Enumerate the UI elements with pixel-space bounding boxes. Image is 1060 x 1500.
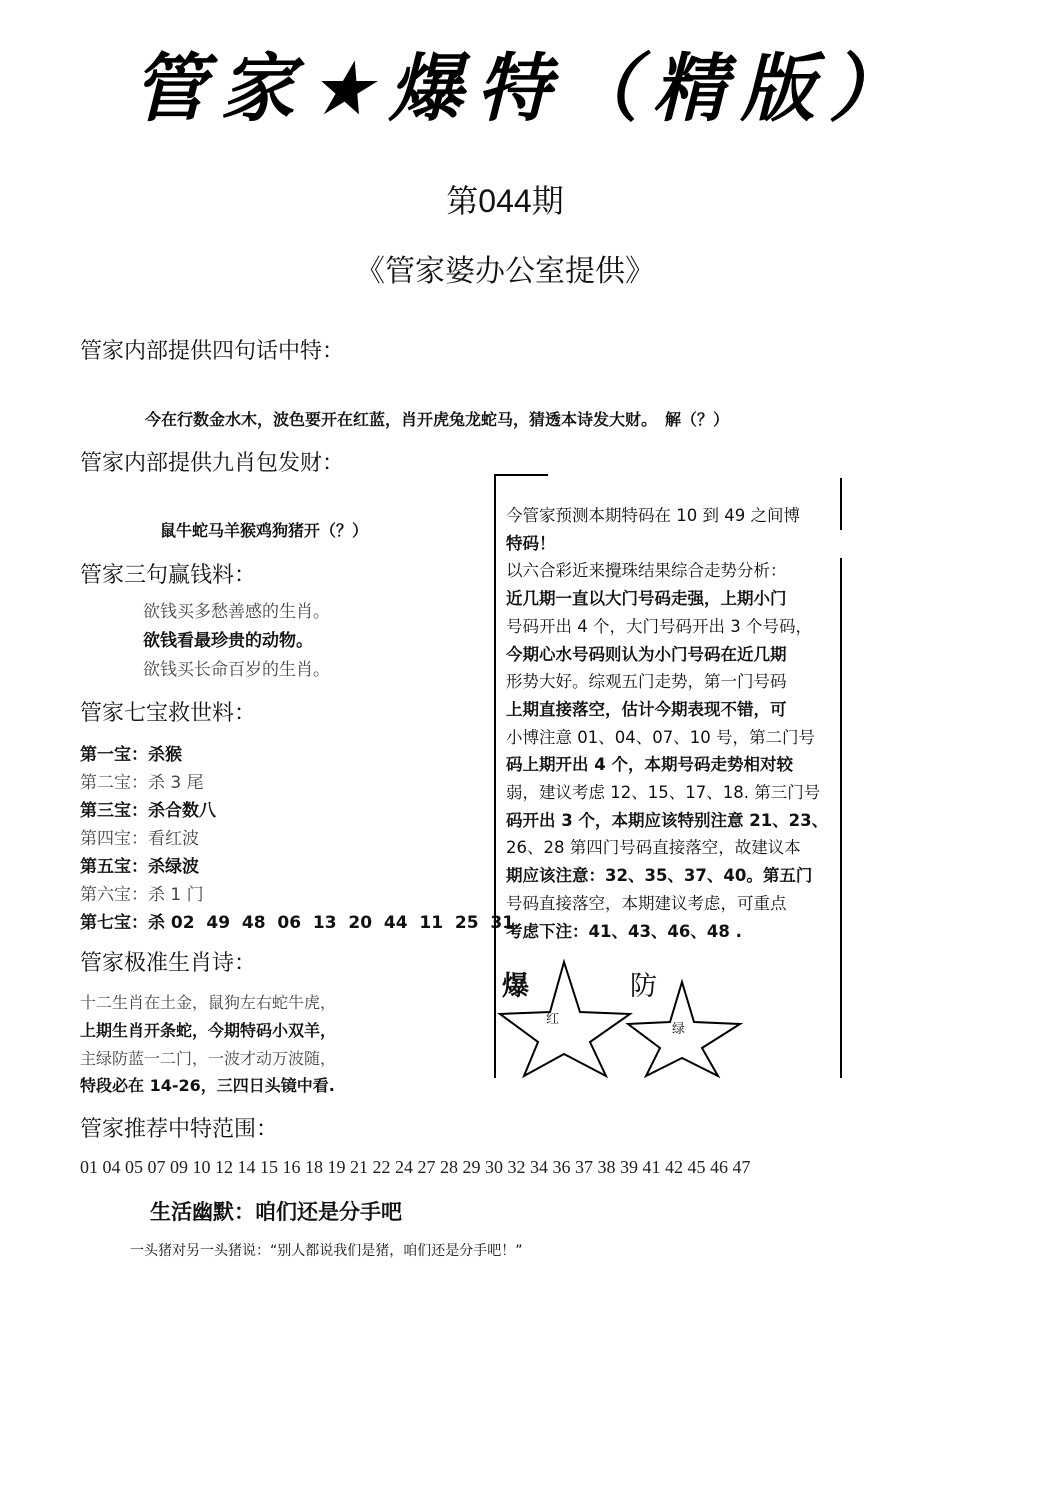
analysis-line: 号码直接落空，本期建议考虑，可重点 [506, 893, 787, 913]
analysis-line: 上期直接落空，估计今期表现不错，可 [506, 699, 787, 719]
analysis-box [494, 474, 842, 1078]
analysis-line: 今管家预测本期特码在 10 到 49 之间博 [506, 506, 800, 525]
fang-label: 防 [630, 971, 657, 1002]
analysis-line: 码上期开出 4 个，本期号码走势相对较 [506, 755, 793, 775]
analysis-line: 码开出 3 个，本期应该特别注意 21、23、 [506, 810, 829, 830]
sec3-line: 欲钱看最珍贵的动物。 [143, 631, 313, 651]
analysis-line: 考虑下注：41、43、46、48 . [506, 921, 742, 941]
issue-number: 第044期 [446, 183, 564, 219]
analysis-line: 号码开出 4 个，大门号码开出 3 个号码， [506, 616, 812, 636]
subtitle: 《管家婆办公室提供》 [355, 254, 655, 289]
star-icons [496, 958, 746, 1078]
analysis-line: 期应该注意：32、35、37、40。第五门 [506, 866, 813, 886]
poem-line: 主绿防蓝一二门，一波才动万波随， [80, 1049, 337, 1068]
poem-line: 上期生肖开条蛇，今期特码小双羊， [80, 1021, 337, 1040]
treasure-item: 第二宝：杀 3 尾 [80, 773, 204, 793]
star-green-label: 绿 [672, 1022, 686, 1037]
treasure-item: 第三宝：杀合数八 [80, 801, 216, 821]
analysis-line: 形势大好。综观五门走势，第一门号码 [506, 672, 787, 692]
analysis-line: 今期心水号码则认为小门号码在近几期 [506, 644, 787, 664]
sec2-heading: 管家内部提供九肖包发财： [80, 451, 345, 476]
sec2-text: 鼠牛蛇马羊猴鸡狗猪开（？） [160, 521, 369, 540]
sec3-line: 欲钱买长命百岁的生肖。 [143, 660, 330, 680]
analysis-line: 26、28 第四门号码直接落空，故建议本 [506, 838, 801, 858]
poem-line: 特段必在 14-26，三四日头镜中看. [80, 1076, 335, 1095]
sec6-heading: 管家推荐中特范围： [80, 1117, 279, 1142]
sec3-line: 欲钱买多愁善感的生肖。 [143, 602, 330, 622]
treasure-item: 第一宝：杀猴 [80, 745, 182, 765]
analysis-line: 近几期一直以大门号码走强，上期小门 [506, 589, 787, 609]
poem-line: 十二生肖在土金，鼠狗左右蛇牛虎， [80, 993, 337, 1012]
treasure-item: 第六宝：杀 1 门 [80, 885, 204, 905]
sec1-text: 今在行数金水木，波色要开在红蓝，肖开虎兔龙蛇马，猜透本诗发大财。 解（？） [145, 410, 730, 429]
sec1-heading: 管家内部提供四句话中特： [80, 339, 345, 364]
sec3-heading: 管家三句赢钱料： [80, 563, 257, 588]
main-title: 管家★爆特（精版） [127, 46, 934, 132]
treasure-item: 第五宝：杀绿波 [80, 857, 199, 877]
analysis-line: 以六合彩近来攪珠结果综合走势分析： [506, 561, 787, 581]
sec4-heading: 管家七宝救世料： [80, 701, 257, 726]
star-red-icon [500, 962, 630, 1076]
star-red-label: 红 [546, 1012, 560, 1027]
treasure-item: 第七宝：杀 02 49 48 06 13 20 44 11 25 31 [80, 913, 515, 933]
sec5-heading: 管家极准生肖诗： [80, 951, 257, 976]
humor-title: 生活幽默：咱们还是分手吧 [150, 1200, 402, 1224]
humor-text: 一头猪对另一头猪说：“别人都说我们是猪，咱们还是分手吧！” [130, 1243, 523, 1259]
analysis-line: 特码！ [506, 533, 556, 553]
analysis-line: 弱，建议考虑 12、15、17、18. 第三门号 [506, 783, 821, 802]
recommended-numbers: 01 04 05 07 09 10 12 14 15 16 18 19 21 22 24 27 28 29 30 32 34 36 37 38 39 41 42 45 46 47 [80, 1157, 751, 1177]
treasure-item: 第四宝：看红波 [80, 829, 199, 849]
analysis-line: 小博注意 01、04、07、10 号，第二门号 [506, 727, 815, 747]
bao-label: 爆 [502, 971, 529, 1002]
